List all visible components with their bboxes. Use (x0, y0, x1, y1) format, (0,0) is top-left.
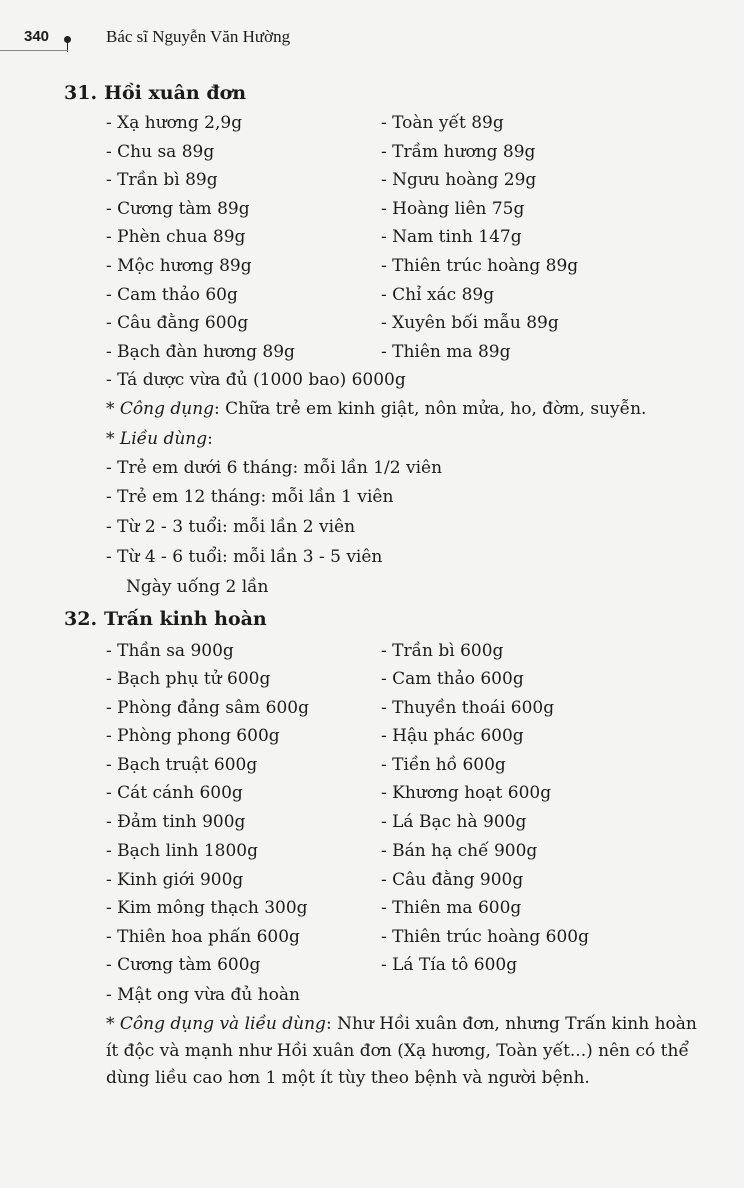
ingredient-left: - Phòng đảng sâm 600g (106, 698, 309, 718)
ingredient-right: - Ngưu hoàng 29g (381, 170, 537, 190)
dosage-line: - Từ 4 - 6 tuổi: mỗi lần 3 - 5 viên (106, 547, 383, 567)
page-number: 340 (24, 28, 50, 45)
ingredient-right: - Hoàng liên 75g (381, 199, 525, 219)
note-text: : Như Hồi xuân đơn, nhưng Trấn kinh hoàn ít độc và mạnh như Hồi xuân đơn (Xạ hương, Toàn yết...) nên có thể dùng liều cao hơn 1 một ít tùy theo bệnh và người bệnh. (106, 1014, 697, 1088)
ingredient-right: - Trầm hương 89g (381, 142, 536, 162)
ingredient-right: - Thiên ma 600g (381, 898, 522, 918)
usage-text: : Chữa trẻ em kinh giật, nôn mửa, ho, đờm, suyễn. (214, 399, 647, 419)
ingredient-right: - Câu đằng 900g (381, 870, 524, 890)
ingredient-right: - Chỉ xác 89g (381, 285, 495, 305)
header-rule (0, 50, 68, 51)
page-header (0, 22, 744, 58)
ingredient-left: - Bạch linh 1800g (106, 841, 258, 861)
ingredient-right: - Cam thảo 600g (381, 669, 524, 689)
running-title: Bác sĩ Nguyễn Văn Hường (106, 27, 291, 46)
ingredient-left: - Kinh giới 900g (106, 870, 244, 890)
ingredient-right: - Lá Bạc hà 900g (381, 812, 527, 832)
ingredient-left: - Đảm tinh 900g (106, 812, 246, 832)
section-number: 32. (64, 608, 98, 630)
dosage-line: - Từ 2 - 3 tuổi: mỗi lần 2 viên (106, 517, 356, 537)
dosage-frequency: Ngày uống 2 lần (126, 577, 269, 597)
ingredient-left: - Mộc hương 89g (106, 256, 252, 276)
ingredient-left: - Cát cánh 600g (106, 783, 243, 803)
asterisk-marker: * (106, 399, 115, 419)
section-name: Trấn kinh hoàn (104, 608, 267, 630)
usage-note (106, 398, 646, 420)
usage-label: Công dụng (119, 399, 215, 419)
honey-line: - Mật ong vừa đủ hoàn (106, 985, 300, 1005)
section-name: Hồi xuân đơn (104, 82, 247, 104)
ingredient-right: - Thuyền thoái 600g (381, 698, 555, 718)
ingredient-left: - Thiên hoa phấn 600g (106, 927, 300, 947)
dosage-line: - Trẻ em 12 tháng: mỗi lần 1 viên (106, 487, 394, 507)
dosage-note: * Liều dùng: (106, 429, 213, 449)
ingredient-right: - Bán hạ chế 900g (381, 841, 538, 861)
ingredient-left: - Bạch phụ tử 600g (106, 669, 271, 689)
ingredient-left: - Trần bì 89g (106, 170, 218, 190)
dosage-line: - Trẻ em dưới 6 tháng: mỗi lần 1/2 viên (106, 458, 443, 478)
ingredient-left: - Kim mông thạch 300g (106, 898, 308, 918)
ingredient-left: - Bạch truật 600g (106, 755, 258, 775)
ingredient-left: - Phòng phong 600g (106, 726, 280, 746)
excipient-line: - Tá dược vừa đủ (1000 bao) 6000g (106, 370, 406, 390)
asterisk-marker: * (106, 429, 115, 449)
ingredient-left: - Xạ hương 2,9g (106, 113, 243, 133)
ingredient-right: - Thiên trúc hoàng 89g (381, 256, 579, 276)
ingredient-left: - Cương tàm 600g (106, 955, 261, 975)
ingredient-left: - Phèn chua 89g (106, 227, 246, 247)
ingredient-left: - Thần sa 900g (106, 641, 234, 661)
ingredient-right: - Khương hoạt 600g (381, 783, 552, 803)
section-number: 31. (64, 82, 98, 104)
ingredient-right: - Lá Tía tô 600g (381, 955, 518, 975)
section-32-title (64, 608, 267, 630)
ingredient-right: - Tiền hồ 600g (381, 755, 506, 775)
ingredient-right: - Hậu phác 600g (381, 726, 524, 746)
ingredient-left: - Cam thảo 60g (106, 285, 238, 305)
ingredient-left: - Cương tàm 89g (106, 199, 250, 219)
dosage-label: Liều dùng (119, 429, 208, 449)
ingredient-right: - Nam tinh 147g (381, 227, 522, 247)
ingredient-left: - Chu sa 89g (106, 142, 215, 162)
ingredient-right: - Xuyên bối mẫu 89g (381, 313, 559, 333)
section-31-title (64, 82, 246, 104)
ingredient-right: - Thiên trúc hoàng 600g (381, 927, 590, 947)
ingredient-right: - Thiên ma 89g (381, 342, 511, 362)
ingredient-left: - Câu đằng 600g (106, 313, 249, 333)
asterisk-marker: * (106, 1014, 115, 1034)
usage-and-dosage-paragraph (106, 1011, 706, 1092)
ingredient-left: - Bạch đàn hương 89g (106, 342, 295, 362)
ingredient-right: - Toàn yết 89g (381, 113, 504, 133)
note-label: Công dụng và liều dùng (119, 1014, 326, 1034)
ingredient-right: - Trần bì 600g (381, 641, 504, 661)
